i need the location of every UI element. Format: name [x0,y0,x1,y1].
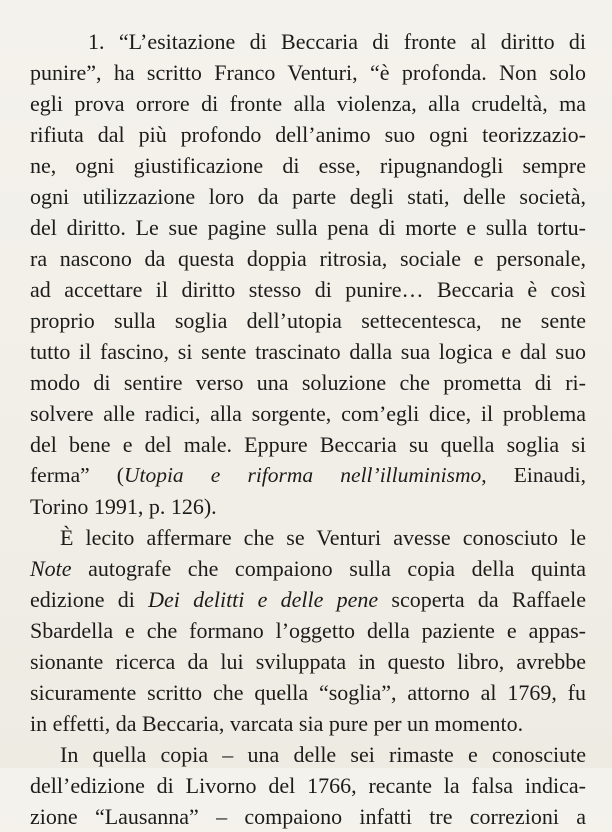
text-line: tutto il fascino, si sente trascinato dalla sua logica e dal suo [30,339,586,364]
text-line: zione “Lausanna” – compaiono infatti tre correzioni a [30,804,586,829]
text-line: Sbardella e che formano l’oggetto della paziente e appas- [30,618,586,643]
text-line: 1. “L’esitazione di Beccaria di fronte al diritto di [88,29,586,54]
text-line: sionante ricerca da lui sviluppata in questo libro, avrebbe [30,649,586,674]
text-line: ra nascono da questa doppia ritrosia, sociale e personale, [30,246,586,271]
text-line: Torino 1991, p. 126). [30,494,217,519]
text-line: solvere alle radici, alla sorgente, com’egli dice, il problema [30,401,586,426]
text-line: egli prova orrore di fronte alla violenza, alla crudeltà, ma [30,91,586,116]
text-line: del bene e del male. Eppure Beccaria su quella soglia si [30,432,586,457]
paragraph-2 [30,522,586,739]
text-line: ogni utilizzazione loro da parte degli stati, delle società, [30,184,586,209]
book-title-italic: Dei delitti e delle pene [148,587,379,612]
text-line: rifiuta dal più profondo dell’animo suo ogni teorizzazio- [30,122,586,147]
body-text [30,26,586,832]
text-line: punire”, ha scritto Franco Venturi, “è profonda. Non solo [30,60,586,85]
text-line: ne, ogni giustificazione di esse, ripugnandogli sempre [30,153,586,178]
text-line: È lecito affermare che se Venturi avesse conosciuto le [60,525,586,550]
text-line: proprio sulla soglia dell’utopia settecentesca, ne sente [30,308,586,333]
note-title-italic: Note [30,556,72,581]
text-line: ad accettare il diritto stesso di punire… Beccaria è così [30,277,586,302]
text-line: modo di sentire verso una soluzione che prometta di ri- [30,370,586,395]
text-line: dell’edizione di Livorno del 1766, recante la falsa indica- [30,773,586,798]
paragraph-1 [30,26,586,522]
text-line: In quella copia – una delle sei rimaste e conosciute [60,742,586,767]
text-line: sicuramente scritto che quella “soglia”, attorno al 1769, fu [30,680,586,705]
text-line: del diritto. Le sue pagine sulla pena di morte e sulla tortu- [30,215,586,240]
book-title-italic: Utopia e riforma nell’illuminismo [123,463,482,487]
text-line: Note autografe che compaiono sulla copia della quinta [30,556,586,581]
text-line: in effetti, da Beccaria, varcata sia pure per un momento. [30,711,524,736]
text-line: ferma” (Utopia e riforma nell’illuminismo, Einaudi, [30,463,586,487]
text-line: edizione di Dei delitti e delle pene scoperta da Raffaele [30,587,586,612]
paragraph-3 [30,739,586,832]
